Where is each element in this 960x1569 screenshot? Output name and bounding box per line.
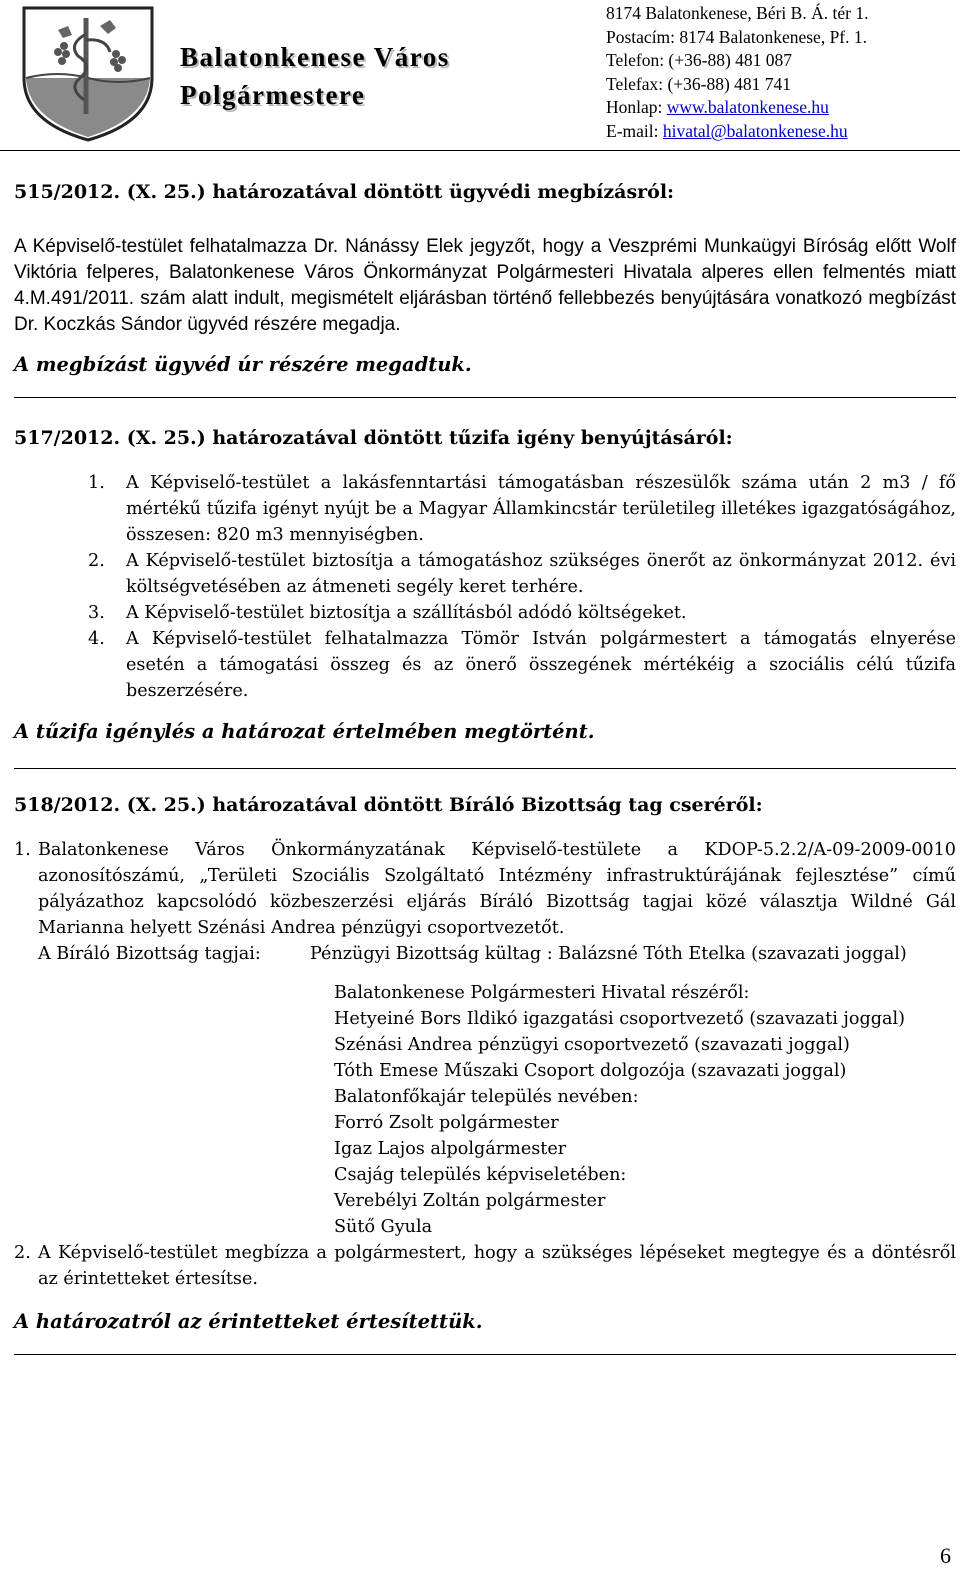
address-line: 8174 Balatonkenese, Béri B. Á. tér 1. [606,3,869,23]
item-text: Balatonkenese Város Önkormányzatának Képviselő-testülete a KDOP-5.2.2/A-09-2009-0010 azonosítószámú, „Területi Szociális Szolgáltató Intézmény infrastruktúrájának fejlesztése” című pályázathoz kapcsolódó közbeszerzési eljárás Bíráló Bizottság tagjai közé választja Wildné Gál Marianna helyett Szénási Andrea pénzügyi csoportvezetőt. [38,840,956,938]
committee-member: Igaz Lajos alpolgármester [334,1139,567,1159]
committee-member: Szénási Andrea pénzügyi csoportvezető (szavazati joggal) [334,1035,850,1055]
committee-members-list [38,980,956,1240]
committee-member: Forró Zsolt polgármester [334,1113,559,1133]
resolution-517 [14,424,956,769]
coat-of-arms-icon [18,4,158,142]
committee-member: Verebélyi Zoltán polgármester [334,1191,606,1211]
postal-line: Postacím: 8174 Balatonkenese, Pf. 1. [606,26,868,47]
committee-member: Tóth Emese Műszaki Csoport dolgozója (szavazati joggal) [334,1061,847,1081]
committee-member-first: Pénzügyi Bizottság kültag : Balázsné Tóth Etelka (szavazati joggal) [310,944,907,964]
committee-members-row [38,941,956,967]
committee-member: Csajág település képviseletében: [334,1165,627,1185]
list-item [14,600,956,626]
committee-member: Sütő Gyula [334,1217,433,1237]
contact-block [606,2,868,144]
resolution-517-result: A tűzifa igénylés a határozat értelmében megtörtént. [14,720,595,743]
issuer-title-line1: Balatonkenese Város [180,42,450,72]
resolution-518-title: 518/2012. (X. 25.) határozatával döntött Bíráló Bizottság tag cseréről: [14,794,763,816]
committee-member: Balatonfőkajár település nevében: [334,1087,639,1107]
resolution-517-items [14,470,956,704]
email-line [606,120,868,144]
resolution-515-title: 515/2012. (X. 25.) határozatával döntött ügyvédi megbízásról: [14,181,675,203]
header-divider [0,150,960,151]
website-link[interactable]: www.balatonkenese.hu [666,97,829,118]
list-item [14,626,956,704]
item-number: 4. [88,629,105,649]
resolution-517-title: 517/2012. (X. 25.) határozatával döntött tűzifa igény benyújtásáról: [14,427,733,449]
website-line [606,96,868,120]
item-text: A Képviselő-testület a lakásfenntartási támogatásban részesülők száma után 2 m3 / fő mértékű tűzifa igényt nyújt be a Magyar Államkincstár területileg illetékes igazgatóságához, összesen: 820 m3 mennyiségben. [126,473,956,545]
page-number: 6 [940,1543,951,1568]
item-number: 2. [14,1243,31,1263]
resolution-515-result: A megbízást ügyvéd úr részére megadtuk. [14,353,472,376]
letterhead [0,0,960,155]
list-item [14,548,956,600]
item-number: 3. [88,603,105,623]
fax-line: Telefax: (+36-88) 481 741 [606,73,792,94]
email-label: E-mail: [606,120,663,141]
item-text: A Képviselő-testület biztosítja a szállításból adódó költségeket. [126,603,687,623]
page-content [14,178,956,1355]
section-divider [14,768,956,769]
item-text: A Képviselő-testület biztosítja a támogatáshoz szükséges önerőt az önkormányzat 2012. évi költségvetésében az átmeneti segély keret terhére. [126,551,956,597]
item-text: A Képviselő-testület megbízza a polgármestert, hogy a szükséges lépéseket megtegye és a döntésről az érintetteket értesítse. [38,1243,956,1289]
resolution-518-items [14,837,956,1292]
list-item [14,470,956,548]
phone-line: Telefon: (+36-88) 481 087 [606,50,793,71]
item-number: 1. [14,840,31,860]
section-divider [14,397,956,398]
resolution-518-result: A határozatról az érintetteket értesítettük. [14,1310,483,1333]
resolution-515 [14,178,956,398]
committee-member: Hetyeiné Bors Ildikó igazgatási csoportvezető (szavazati joggal) [334,1009,905,1029]
list-item [14,837,956,1240]
committee-members-label: A Bíráló Bizottság tagjai: [38,944,261,964]
section-divider [14,1354,956,1355]
list-item [14,1240,956,1292]
committee-member: Balatonkenese Polgármesteri Hivatal részéről: [334,983,750,1003]
item-number: 1. [88,473,105,493]
website-label: Honlap: [606,97,667,118]
resolution-518 [14,791,956,1355]
resolution-515-body: A Képviselő-testület felhatalmazza Dr. Nánássy Elek jegyzőt, hogy a Veszprémi Munkaügyi Bíróság előtt Wolf Viktória felperes, Balatonkenese Város Önkormányzat Polgármesteri Hivatala alperes ellen felmentés miatt 4.M.491/2011. szám alatt indult, megismételt eljárásban történő fellebbezés benyújtására vonatkozó megbízást Dr. Koczkás Sándor ügyvéd részére megadja. [14,236,956,335]
issuer-title [180,38,450,114]
item-text: A Képviselő-testület felhatalmazza Tömör István polgármestert a támogatás elnyerése esetén a támogatási összeg és az önerő összegének mértékéig a szociális célú tűzifa beszerzésére. [126,629,956,701]
issuer-title-line2: Polgármestere [180,80,366,110]
email-link[interactable]: hivatal@balatonkenese.hu [662,120,848,141]
item-number: 2. [88,551,105,571]
